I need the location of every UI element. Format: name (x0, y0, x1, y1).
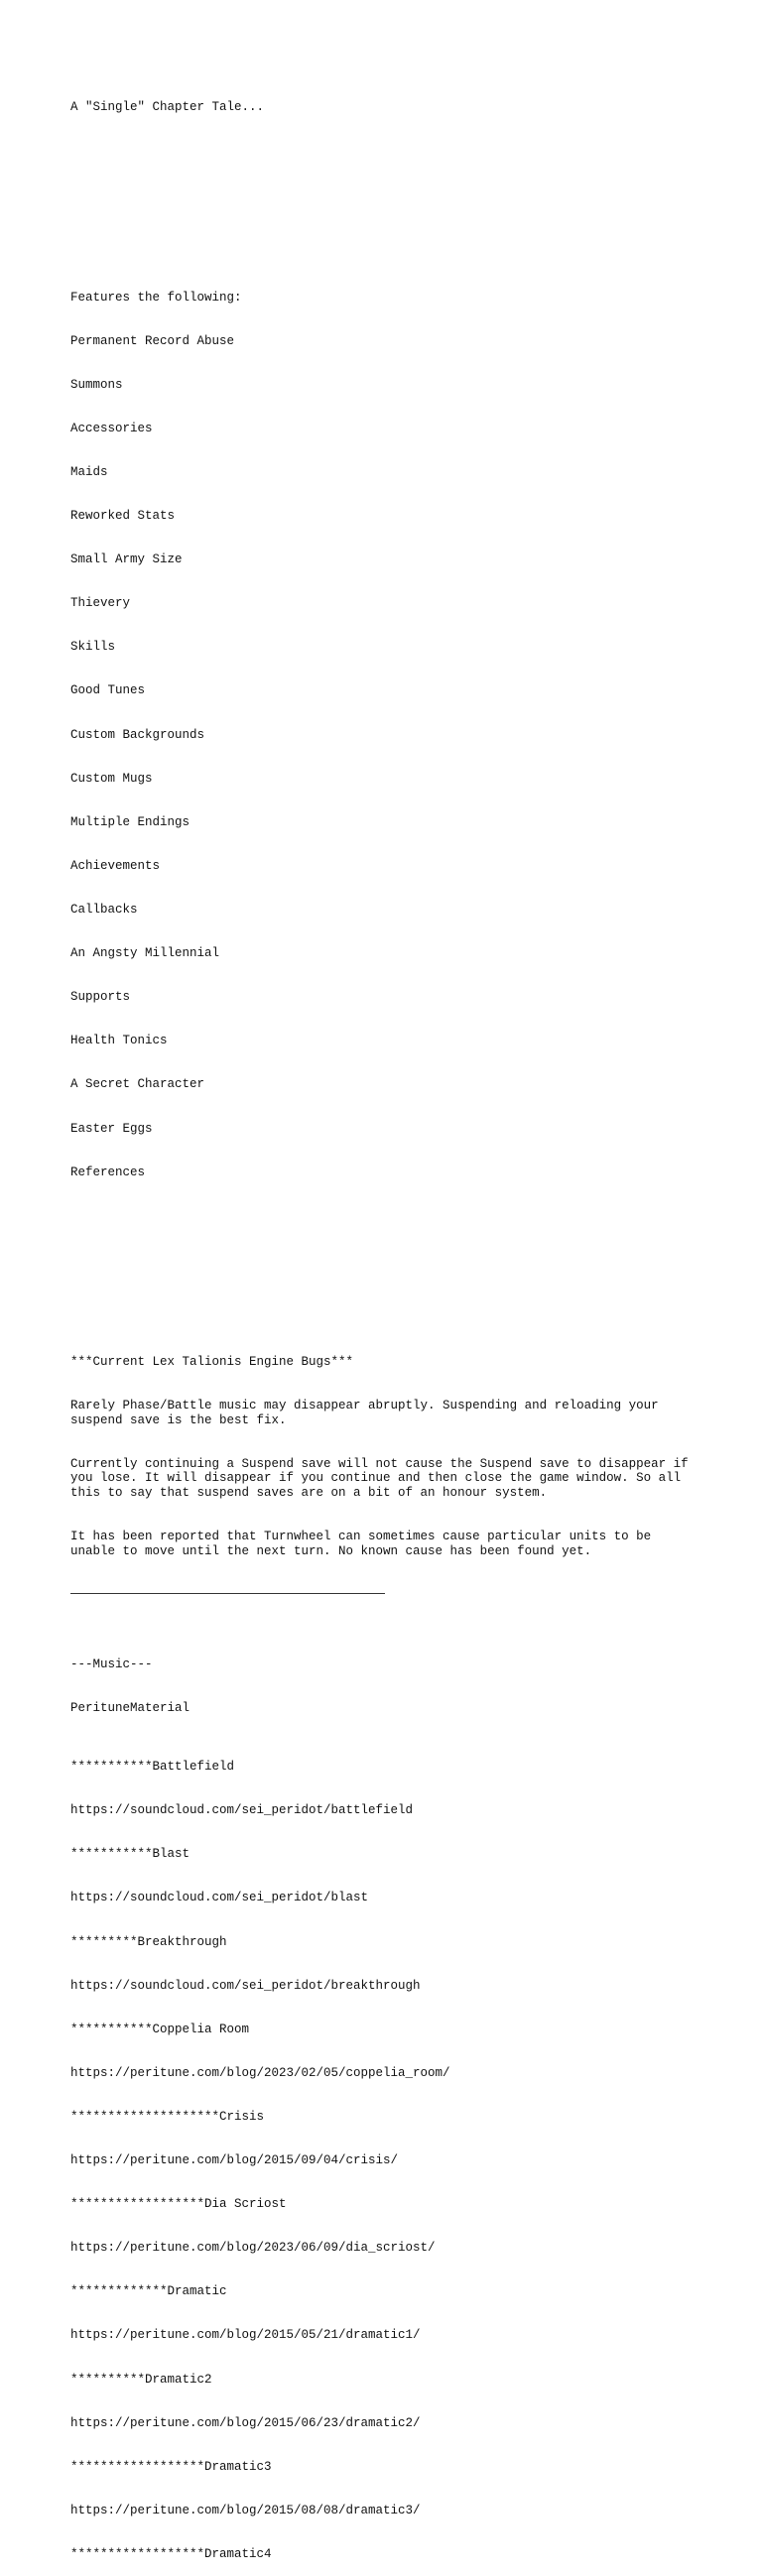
feature-item: Custom Mugs (70, 771, 153, 786)
feature-item: Maids (70, 464, 108, 479)
feature-item: An Angsty Millennial (70, 946, 220, 961)
feature-item: References (70, 1165, 146, 1179)
track-url: https://peritune.com/blog/2023/06/09/dia_scriost/ (70, 2241, 436, 2256)
feature-item: Health Tonics (70, 1034, 168, 1048)
feature-item: Custom Backgrounds (70, 727, 205, 742)
track-url: https://peritune.com/blog/2015/05/21/dramatic1/ (70, 2328, 421, 2343)
spacer (70, 1296, 696, 1311)
feature-item: Reworked Stats (70, 509, 176, 524)
track-url: https://peritune.com/blog/2015/08/08/dramatic3/ (70, 2503, 421, 2517)
track-url: https://peritune.com/blog/2015/09/04/crisis/ (70, 2153, 399, 2168)
track-title: ***********Battlefield (70, 1760, 235, 1775)
feature-item: Permanent Record Abuse (70, 333, 235, 348)
feature-item: Easter Eggs (70, 1121, 153, 1136)
spacer (70, 188, 696, 203)
section-divider (70, 1593, 385, 1594)
feature-item: Callbacks (70, 903, 138, 918)
feature-item: Small Army Size (70, 552, 183, 567)
bug-paragraph: Currently continuing a Suspend save will not cause the Suspend save to disappear if you lose. It will disappear if you continue and then close the game window. So all this to say that suspend saves are on a bit of an honour system. (70, 1456, 697, 1501)
features-heading: Features the following: (70, 290, 242, 305)
feature-item: Achievements (70, 858, 161, 873)
track-title: ********************Crisis (70, 2109, 265, 2124)
track-title: ******************Dramatic3 (70, 2459, 272, 2474)
track-title: **********Dramatic2 (70, 2372, 212, 2387)
music-heading: ---Music--- (70, 1657, 153, 1672)
track-url: https://soundcloud.com/sei_peridot/battlefield (70, 1803, 414, 1818)
track-url: https://soundcloud.com/sei_peridot/blast (70, 1891, 369, 1905)
music-source: PerituneMaterial (70, 1701, 190, 1716)
track-title: ***********Coppelia Room (70, 2022, 250, 2036)
feature-item: Thievery (70, 596, 131, 611)
track-title: ***********Blast (70, 1847, 190, 1862)
document-body (70, 71, 696, 2576)
track-url: https://peritune.com/blog/2015/06/23/dramatic2/ (70, 2415, 421, 2430)
feature-item: Multiple Endings (70, 814, 190, 829)
feature-item: Accessories (70, 421, 153, 435)
spacer (70, 1209, 696, 1224)
track-url: https://soundcloud.com/sei_peridot/breakthrough (70, 1978, 421, 1993)
track-url: https://peritune.com/blog/2023/02/05/coppelia_room/ (70, 2065, 450, 2080)
bug-paragraph: Rarely Phase/Battle music may disappear abruptly. Suspending and reloading your suspend save is the best fix. (70, 1398, 667, 1427)
feature-item: Good Tunes (70, 683, 146, 698)
feature-item: Supports (70, 990, 131, 1005)
spacer (70, 232, 696, 247)
track-title: *********Breakthrough (70, 1934, 227, 1949)
track-title: *************Dramatic (70, 2284, 227, 2299)
intro-tagline: A "Single" Chapter Tale... (70, 100, 265, 115)
feature-item: A Secret Character (70, 1077, 205, 1092)
bug-paragraph: It has been reported that Turnwheel can sometimes cause particular units to be unable to move until the next turn. No known cause has been found yet. (70, 1530, 659, 1558)
spacer (70, 145, 696, 160)
feature-item: Summons (70, 377, 123, 392)
feature-item: Skills (70, 640, 116, 655)
bugs-heading: ***Current Lex Talionis Engine Bugs*** (70, 1354, 354, 1369)
spacer (70, 1253, 696, 1268)
track-title: ******************Dia Scriost (70, 2197, 287, 2212)
track-title: ******************Dramatic4 (70, 2547, 272, 2562)
